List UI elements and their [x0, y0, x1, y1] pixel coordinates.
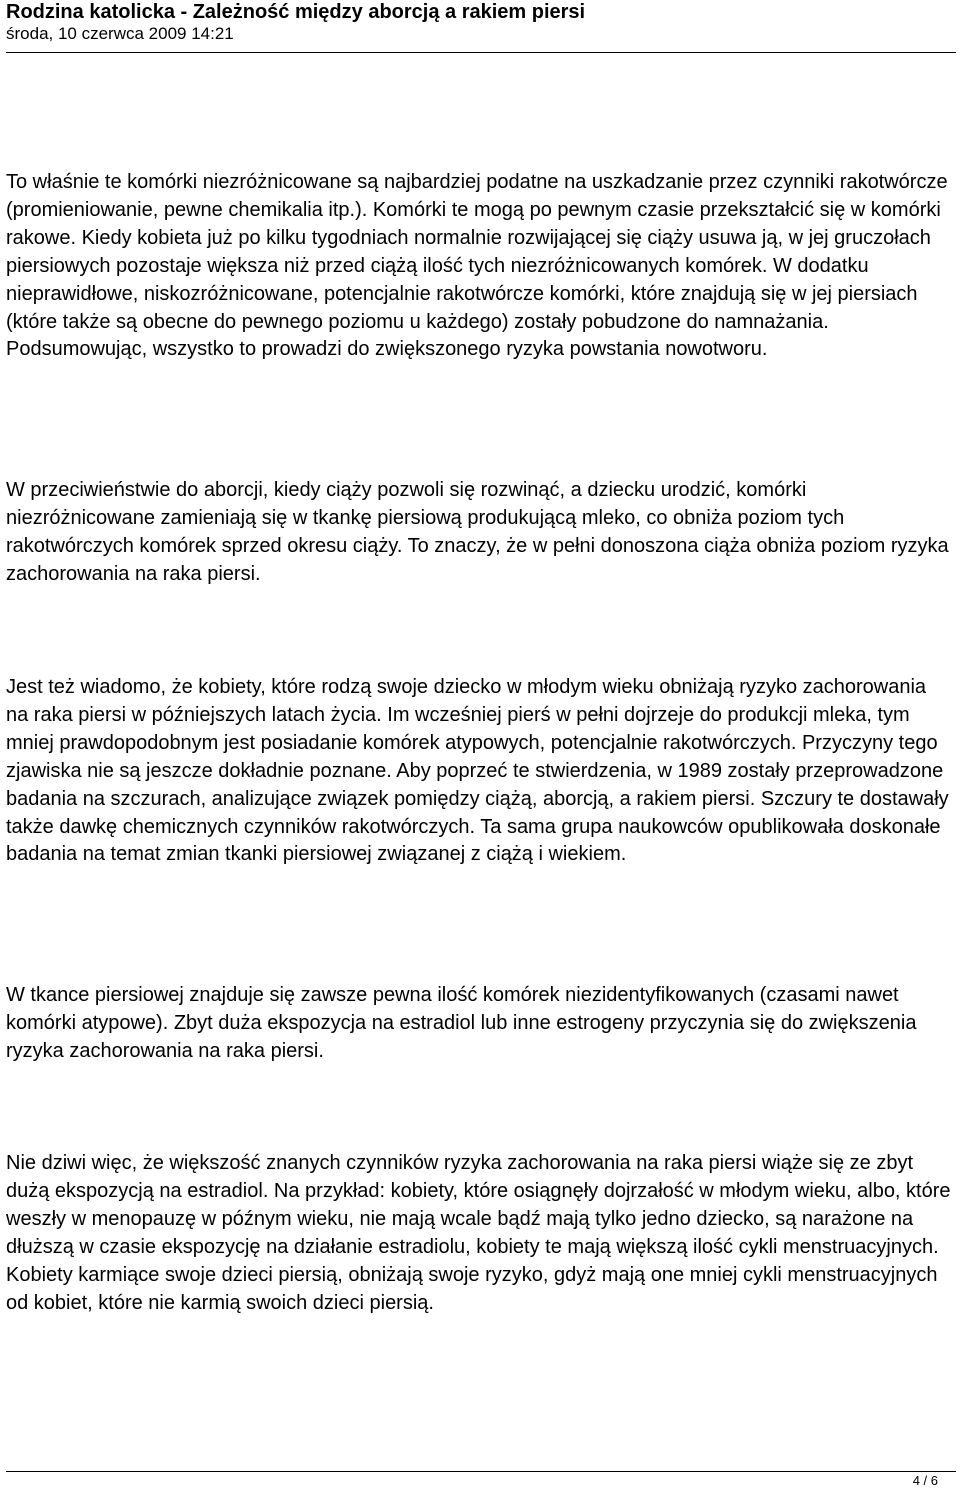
- footer-divider: [6, 1471, 956, 1472]
- body-paragraph: Nie dziwi więc, że większość znanych czynników ryzyka zachorowania na raka piersi wiąże się ze zbyt dużą ekspozycją na estradiol. Na przykład: kobiety, które osiągnęły dojrzałość w młodym wieku, albo, które weszły w menopauzę w późnym wieku, nie mają wcale bądź mają tylko jedno dziecko, są narażone na dłuższą w czasie ekspozycję na działanie estradiolu, kobiety te mają większą ilość cykli menstruacyjnych. Kobiety karmiące swoje dzieci piersią, obniżają swoje ryzyko, gdyż mają one mniej cykli menstruacyjnych od kobiet, które nie karmią swoich dzieci piersią.: [6, 1152, 951, 1314]
- document-date: środa, 10 czerwca 2009 14:21: [6, 24, 234, 43]
- body-paragraph: Jest też wiadomo, że kobiety, które rodzą swoje dziecko w młodym wieku obniżają ryzyko zachorowania na raka piersi w późniejszych latach życia. Im wcześniej pierś w pełni dojrzeje do produkcji mleka, tym mniej prawdopodobnym jest posiadanie komórek atypowych, potencjalnie rakotwórczych. Przyczyny tego zjawiska nie są jeszcze dokładnie poznane. Aby poprzeć te stwierdzenia, w 1989 zostały przeprowadzone badania na szczurach, analizujące związek pomiędzy ciążą, aborcją, a rakiem piersi. Szczury te dostawały także dawkę chemicznych czynników rakotwórczych. Ta sama grupa naukowców opublikowała doskonałe badania na temat zmian tkanki piersiowej związanej z ciążą i wiekiem.: [6, 676, 949, 866]
- body-paragraph: W przeciwieństwie do aborcji, kiedy ciąży pozwoli się rozwinąć, a dziecku urodzić, komórki niezróżnicowane zamieniają się w tkankę piersiową produkującą mleko, co obniża poziom tych rakotwórczych komórek sprzed okresu ciąży. To znaczy, że w pełni donoszona ciąża obniża poziom ryzyka zachorowania na raka piersi.: [6, 479, 949, 585]
- document-title: Rodzina katolicka - Zależność między aborcją a rakiem piersi: [6, 1, 586, 23]
- page-header: [6, 0, 956, 53]
- page-number: 4 / 6: [912, 1473, 938, 1488]
- body-paragraph: W tkance piersiowej znajduje się zawsze pewna ilość komórek niezidentyfikowanych (czasami nawet komórki atypowe). Zbyt duża ekspozycja na estradiol lub inne estrogeny przyczynia się do zwiększenia ryzyka zachorowania na raka piersi.: [6, 984, 917, 1062]
- body-paragraph: To właśnie te komórki niezróżnicowane są najbardziej podatne na uszkadzanie przez czynniki rakotwórcze (promieniowanie, pewne chemikalia itp.). Komórki te mogą po pewnym czasie przekształcić się w komórki rakowe. Kiedy kobieta już po kilku tygodniach normalnie rozwijającej się ciąży usuwa ją, w jej gruczołach piersiowych pozostaje większa niż przed ciążą ilość tych niezróżnicowanych komórek. W dodatku nieprawidłowe, niskozróżnicowane, potencjalnie rakotwórcze komórki, które znajdują się w jej piersiach (które także są obecne do pewnego poziomu u każdego) zostały pobudzone do namnażania. Podsumowując, wszystko to prowadzi do zwiększonego ryzyka powstania nowotworu.: [6, 171, 948, 361]
